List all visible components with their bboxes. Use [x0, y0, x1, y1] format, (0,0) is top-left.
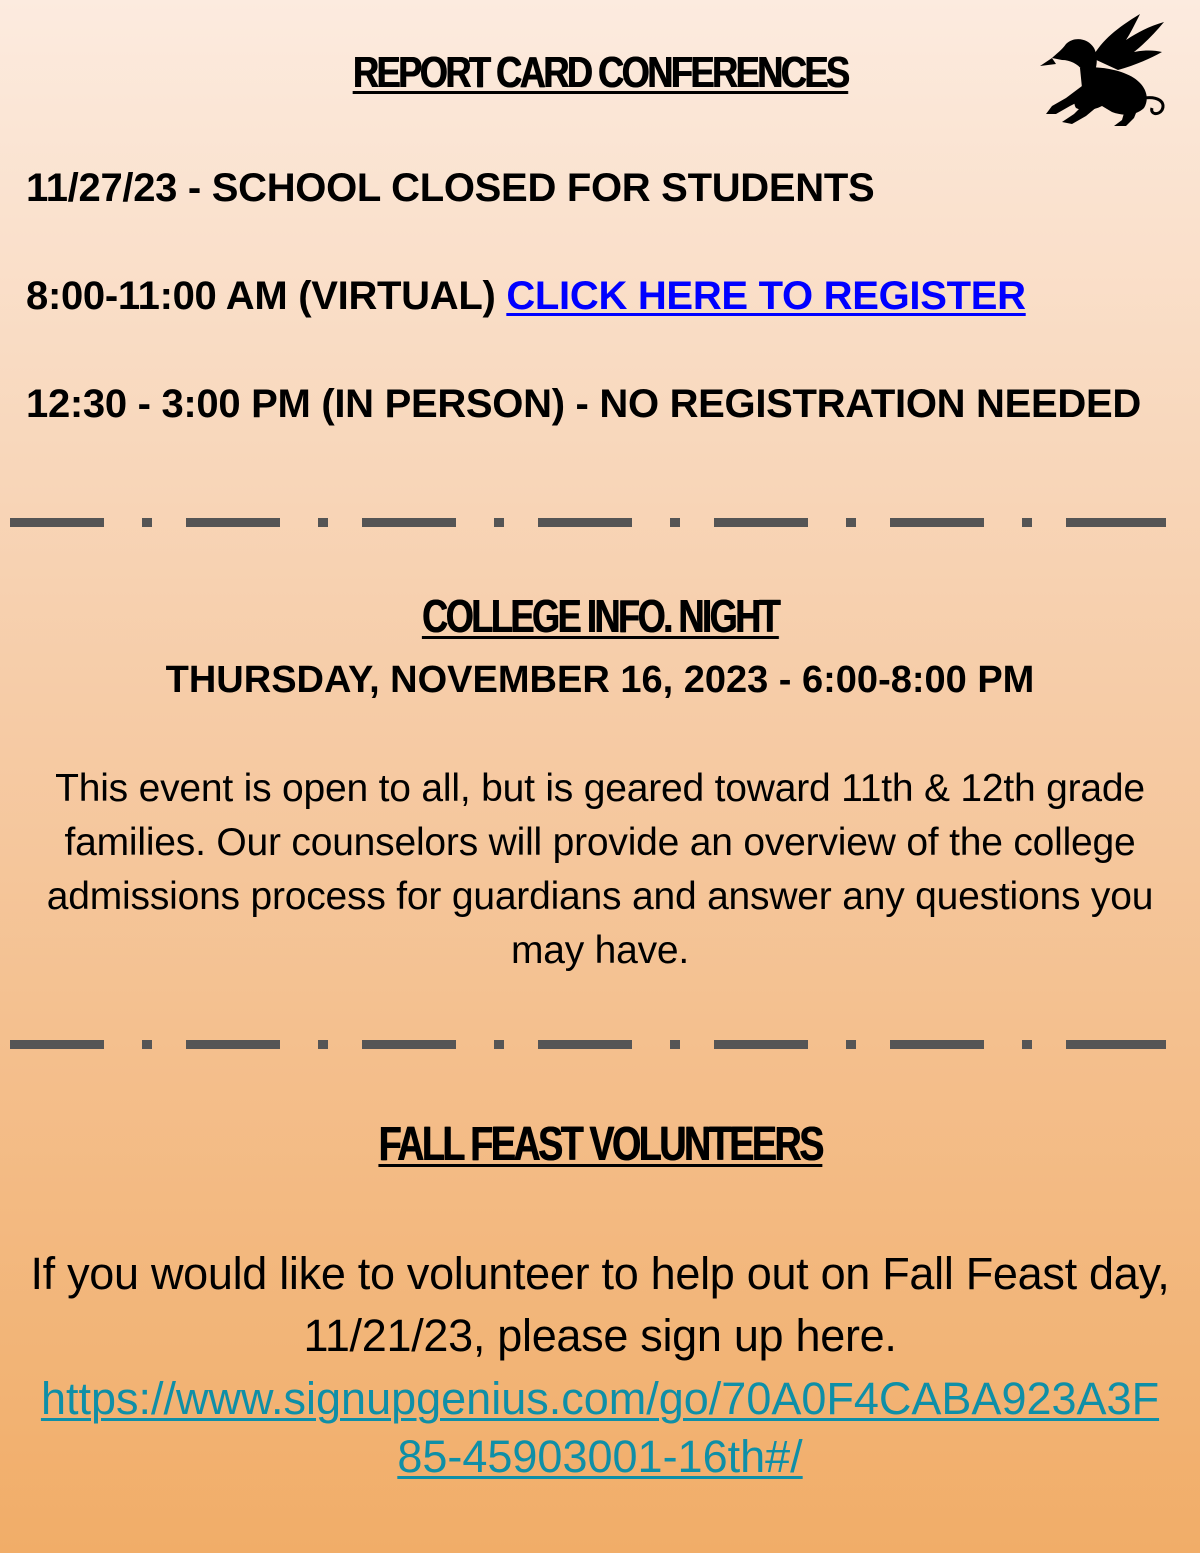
school-closed-line: 11/27/23 - SCHOOL CLOSED FOR STUDENTS [26, 166, 875, 210]
griffin-icon [1022, 10, 1167, 130]
virtual-time-text: 8:00-11:00 AM (VIRTUAL) [26, 274, 496, 318]
dash-dot-divider [10, 1036, 1166, 1052]
virtual-session-line [26, 270, 1026, 322]
report-card-heading: REPORT CARD CONFERENCES [352, 48, 848, 97]
college-night-description: This event is open to all, but is geared toward 11th & 12th grade families. Our counselors will provide an overview of the college admissions process for guardians and answer any questions you may have. [46, 767, 1154, 972]
dash-dot-divider [10, 514, 1166, 530]
college-night-heading: COLLEGE INFO. NIGHT [421, 590, 779, 642]
signup-link[interactable]: https://www.signupgenius.com/go/70A0F4CABA923A3F85-45903001-16th#/ [40, 1373, 1160, 1482]
in-person-session-line: 12:30 - 3:00 PM (IN PERSON) - NO REGISTRATION NEEDED [26, 382, 1141, 426]
college-night-date: THURSDAY, NOVEMBER 16, 2023 - 6:00-8:00 PM [165, 659, 1035, 701]
fall-feast-text: If you would like to volunteer to help out on Fall Feast day, 11/21/23, please sign up here. [30, 1248, 1170, 1361]
register-link[interactable]: CLICK HERE TO REGISTER [506, 274, 1026, 318]
fall-feast-heading: FALL FEAST VOLUNTEERS [378, 1118, 822, 1171]
